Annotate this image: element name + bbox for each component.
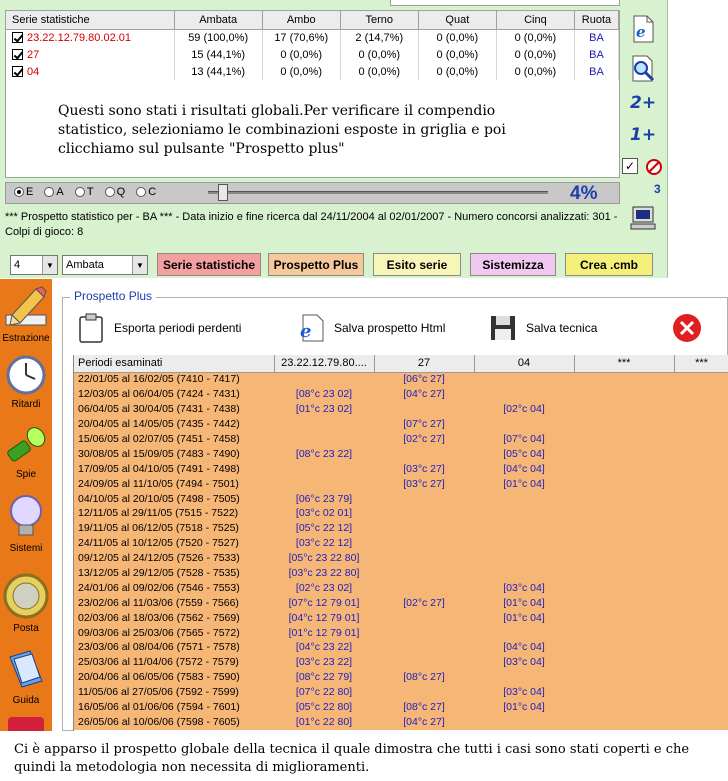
svg-text:e: e: [300, 321, 312, 342]
hit-cell: [674, 610, 728, 625]
period-cell: 24/01/06 al 09/02/06 (7546 - 7553): [74, 580, 274, 595]
chevron-down-icon[interactable]: ▼: [132, 256, 147, 274]
hit-cell: [574, 521, 674, 536]
ruota-cell: BA: [574, 29, 618, 46]
period-cell: 20/04/06 al 06/05/06 (7583 - 7590): [74, 670, 274, 685]
hit-cell: [574, 446, 674, 461]
hit-cell: [674, 670, 728, 685]
terno-cell: 0 (0,0%): [340, 63, 418, 80]
hit-cell: [674, 461, 728, 476]
hit-cell: [274, 372, 374, 387]
hit-cell: [05°c 23 22 80]: [274, 551, 374, 566]
coin-icon: [3, 571, 49, 621]
table-row[interactable]: [74, 580, 728, 595]
counter-value: 3: [654, 182, 661, 196]
hit-cell: [674, 476, 728, 491]
radio-c[interactable]: [136, 187, 146, 197]
hit-cell: [02°c 27]: [374, 432, 474, 447]
hit-cell: [574, 476, 674, 491]
hit-cell: [574, 714, 674, 729]
table-row[interactable]: [74, 655, 728, 670]
hit-cell: [574, 685, 674, 700]
row-checkbox[interactable]: [12, 66, 23, 77]
hit-cell: [374, 566, 474, 581]
ambo-cell: 17 (70,6%): [262, 29, 340, 46]
ambo-cell: 0 (0,0%): [262, 46, 340, 63]
col-header-ruota[interactable]: Ruota: [574, 11, 618, 29]
save-html-label: Salva prospetto Html: [334, 321, 446, 335]
period-cell: 06/04/05 al 30/04/05 (7431 - 7438): [74, 402, 274, 417]
pencil-icon: [4, 285, 48, 331]
hit-cell: [474, 566, 574, 581]
hit-cell: [274, 417, 374, 432]
hit-cell: [01°c 12 79 01]: [274, 625, 374, 640]
hit-cell: [674, 446, 728, 461]
hit-cell: [02°c 27]: [374, 595, 474, 610]
hit-cell: [574, 506, 674, 521]
table-row[interactable]: [74, 566, 728, 581]
type-select[interactable]: [62, 255, 148, 275]
hit-cell: [574, 461, 674, 476]
ambata-cell: 15 (44,1%): [174, 46, 262, 63]
period-cell: 19/11/05 al 06/12/05 (7518 - 7525): [74, 521, 274, 536]
hit-cell: [03°c 02 01]: [274, 506, 374, 521]
count-select[interactable]: [10, 255, 58, 275]
period-cell: 15/06/05 al 02/07/05 (7451 - 7458): [74, 432, 274, 447]
hit-cell: [674, 625, 728, 640]
plus1-button[interactable]: 1+: [630, 125, 657, 145]
hit-cell: [274, 476, 374, 491]
hit-cell: [374, 402, 474, 417]
cinq-cell: 0 (0,0%): [496, 46, 574, 63]
cancel-stop-icon[interactable]: [645, 158, 663, 176]
period-cell: 11/05/06 al 27/05/06 (7592 - 7599): [74, 685, 274, 700]
hit-cell: [03°c 23 22 80]: [274, 566, 374, 581]
hit-cell: [674, 655, 728, 670]
hit-cell: [04°c 27]: [374, 387, 474, 402]
partial-sidebar-icon[interactable]: [8, 717, 44, 731]
hit-cell: [08°c 23 02]: [274, 387, 374, 402]
panel-title: Prospetto Plus: [70, 289, 156, 303]
period-cell: 02/03/06 al 18/03/06 (7562 - 7569): [74, 610, 274, 625]
preview-search-icon[interactable]: [628, 54, 658, 84]
hit-cell: [574, 402, 674, 417]
floppy-disk-icon: [488, 313, 518, 343]
hit-cell: [574, 610, 674, 625]
hit-cell: [574, 387, 674, 402]
hit-cell: [08°c 22 79]: [274, 670, 374, 685]
period-cell: 04/10/05 al 20/10/05 (7498 - 7505): [74, 491, 274, 506]
hit-cell: [01°c 04]: [474, 700, 574, 715]
ruota-cell: BA: [574, 63, 618, 80]
hit-cell: [674, 566, 728, 581]
esito-serie-button[interactable]: Esito serie: [373, 253, 461, 276]
hit-cell: [07°c 04]: [474, 432, 574, 447]
ruota-cell: BA: [574, 46, 618, 63]
hit-cell: [01°c 04]: [474, 476, 574, 491]
period-cell: 30/08/05 al 15/09/05 (7483 - 7490): [74, 446, 274, 461]
table-row[interactable]: [6, 46, 619, 63]
percent-value: 4%: [570, 183, 598, 204]
serie-cell: 27: [27, 48, 40, 61]
hit-cell: [374, 640, 474, 655]
table-row[interactable]: [74, 595, 728, 610]
hit-cell: [05°c 04]: [474, 446, 574, 461]
hit-cell: [08°c 27]: [374, 700, 474, 715]
hit-cell: [03°c 04]: [474, 580, 574, 595]
col-header-periodi[interactable]: Periodi esaminati: [74, 355, 274, 372]
table-row[interactable]: [74, 372, 728, 387]
serie-cell: 23.22.12.79.80.02.01: [27, 31, 131, 44]
hit-cell: [474, 551, 574, 566]
hit-cell: [274, 432, 374, 447]
period-cell: 09/03/06 al 25/03/06 (7565 - 7572): [74, 625, 274, 640]
hit-cell: [374, 491, 474, 506]
radio-q[interactable]: [105, 187, 115, 197]
hit-cell: [674, 432, 728, 447]
hit-cell: [04°c 23 22]: [274, 640, 374, 655]
table-row[interactable]: [74, 625, 728, 640]
table-row[interactable]: [74, 491, 728, 506]
hit-cell: [674, 685, 728, 700]
series-grid-header: [6, 11, 619, 29]
cinq-cell: 0 (0,0%): [496, 63, 574, 80]
threshold-slider-thumb[interactable]: [218, 184, 228, 201]
hit-cell: [04°c 04]: [474, 640, 574, 655]
prospetto-plus-button[interactable]: Prospetto Plus: [268, 253, 364, 276]
hit-cell: [03°c 23 22]: [274, 655, 374, 670]
computer-icon[interactable]: [628, 203, 658, 233]
table-row[interactable]: [6, 63, 619, 80]
hit-cell: [05°c 22 12]: [274, 521, 374, 536]
hit-cell: [474, 714, 574, 729]
confirm-check-icon[interactable]: ✓: [622, 158, 638, 174]
hit-cell: [07°c 22 80]: [274, 685, 374, 700]
period-cell: 23/02/06 al 11/03/06 (7559 - 7566): [74, 595, 274, 610]
hit-cell: [474, 506, 574, 521]
period-cell: 25/03/06 al 11/04/06 (7572 - 7579): [74, 655, 274, 670]
hit-cell: [674, 372, 728, 387]
hit-cell: [674, 521, 728, 536]
quat-cell: 0 (0,0%): [418, 46, 496, 63]
table-row[interactable]: [74, 700, 728, 715]
hit-cell: [574, 536, 674, 551]
hit-cell: [03°c 22 12]: [274, 536, 374, 551]
hit-cell: [374, 655, 474, 670]
hit-cell: [674, 491, 728, 506]
hit-cell: [674, 506, 728, 521]
type-select-value: Ambata: [66, 259, 104, 271]
sistemizza-button[interactable]: Sistemizza: [470, 253, 556, 276]
period-cell: 20/04/05 al 14/05/05 (7435 - 7442): [74, 417, 274, 432]
period-cell: 23/03/06 al 08/04/06 (7571 - 7578): [74, 640, 274, 655]
col-header-empty-2[interactable]: ***: [674, 355, 728, 372]
save-technique-label: Salva tecnica: [526, 321, 598, 335]
table-row[interactable]: [74, 461, 728, 476]
svg-text:e: e: [636, 23, 646, 41]
period-cell: 09/12/05 al 24/12/05 (7526 - 7533): [74, 551, 274, 566]
hit-cell: [474, 491, 574, 506]
hit-cell: [01°c 04]: [474, 595, 574, 610]
hit-cell: [574, 432, 674, 447]
hit-cell: [374, 610, 474, 625]
col-header-04[interactable]: 04: [474, 355, 574, 372]
sidebar-item-guida[interactable]: Guida: [0, 647, 52, 706]
table-row[interactable]: [74, 610, 728, 625]
game-type-radio-group: E A T Q C: [5, 182, 620, 204]
export-losing-periods-label: Esporta periodi perdenti: [114, 321, 242, 335]
terno-cell: 2 (14,7%): [340, 29, 418, 46]
hit-cell: [07°c 27]: [374, 417, 474, 432]
hit-cell: [674, 402, 728, 417]
hit-cell: [474, 625, 574, 640]
terno-cell: 0 (0,0%): [340, 46, 418, 63]
hit-cell: [374, 580, 474, 595]
hit-cell: [07°c 12 79 01]: [274, 595, 374, 610]
hit-cell: [01°c 04]: [474, 610, 574, 625]
sidebar-item-estrazione[interactable]: Estrazione: [0, 285, 52, 344]
col-header-ambata[interactable]: Ambata: [174, 11, 262, 29]
period-cell: 12/03/05 al 06/04/05 (7424 - 7431): [74, 387, 274, 402]
hit-cell: [474, 417, 574, 432]
periods-grid-header: [74, 355, 728, 372]
top-field-edge: [390, 0, 620, 6]
caption-text: Ci è apparso il prospetto globale della tecnica il quale dimostra che tutti i casi sono stati coperti e che quindi la metodologia non necessita di miglioramenti.: [14, 742, 690, 775]
col-header-terno[interactable]: Terno: [340, 11, 418, 29]
period-cell: 24/09/05 al 11/10/05 (7494 - 7501): [74, 476, 274, 491]
hit-cell: [674, 580, 728, 595]
hit-cell: [374, 446, 474, 461]
ambo-cell: 0 (0,0%): [262, 63, 340, 80]
instruction-note: Questi sono stati i risultati globali.Per verificare il compendio statistico, selezioniamo le combinazioni esposte in griglia e poi clicchiamo sul pulsante "Prospetto plus": [58, 102, 568, 160]
book-icon: [4, 647, 48, 693]
sidebar-item-ritardi[interactable]: Ritardi: [0, 351, 52, 410]
hit-cell: [05°c 22 80]: [274, 700, 374, 715]
table-row[interactable]: [74, 536, 728, 551]
hit-cell: [574, 372, 674, 387]
hit-cell: [574, 491, 674, 506]
period-cell: 22/01/05 al 16/02/05 (7410 - 7417): [74, 372, 274, 387]
table-row[interactable]: [74, 402, 728, 417]
hit-cell: [04°c 27]: [374, 714, 474, 729]
hit-cell: [274, 461, 374, 476]
hit-cell: [374, 625, 474, 640]
table-row[interactable]: [74, 417, 728, 432]
hit-cell: [374, 685, 474, 700]
table-row[interactable]: [74, 506, 728, 521]
hit-cell: [03°c 04]: [474, 685, 574, 700]
radio-t[interactable]: [75, 187, 85, 197]
period-cell: 17/09/05 al 04/10/05 (7491 - 7498): [74, 461, 274, 476]
close-panel-button[interactable]: [672, 313, 710, 343]
hit-cell: [06°c 23 79]: [274, 491, 374, 506]
table-row[interactable]: [74, 685, 728, 700]
hit-cell: [374, 536, 474, 551]
hit-cell: [374, 521, 474, 536]
hit-cell: [474, 536, 574, 551]
hit-cell: [574, 640, 674, 655]
hit-cell: [674, 551, 728, 566]
cinq-cell: 0 (0,0%): [496, 29, 574, 46]
serie-statistiche-button[interactable]: Serie statistiche: [157, 253, 261, 276]
lightbulb-icon: [4, 493, 48, 541]
hit-cell: [01°c 22 80]: [274, 714, 374, 729]
threshold-slider-track[interactable]: [208, 191, 548, 194]
hit-cell: [03°c 04]: [474, 655, 574, 670]
sidebar: [0, 279, 52, 731]
table-row[interactable]: [6, 29, 619, 46]
hit-cell: [08°c 23 22]: [274, 446, 374, 461]
table-row[interactable]: [74, 387, 728, 402]
plus2-button[interactable]: 2+: [630, 93, 657, 113]
period-cell: 24/11/05 al 10/12/05 (7520 - 7527): [74, 536, 274, 551]
radio-e[interactable]: [14, 187, 24, 197]
hit-cell: [08°c 27]: [374, 670, 474, 685]
flashlight-icon: [4, 423, 48, 467]
export-losing-periods-button[interactable]: [76, 313, 241, 343]
period-cell: 16/05/06 al 01/06/06 (7594 - 7601): [74, 700, 274, 715]
radio-a[interactable]: [44, 187, 54, 197]
hit-cell: [574, 551, 674, 566]
export-html-icon[interactable]: [628, 14, 658, 44]
chevron-down-icon[interactable]: ▼: [42, 256, 57, 274]
hit-cell: [374, 551, 474, 566]
period-cell: 13/12/05 al 29/12/05 (7528 - 7535): [74, 566, 274, 581]
hit-cell: [574, 670, 674, 685]
crea-cmb-button[interactable]: Crea .cmb: [565, 253, 653, 276]
hit-cell: [474, 372, 574, 387]
hit-cell: [574, 566, 674, 581]
hit-cell: [674, 595, 728, 610]
close-icon: [672, 313, 702, 343]
hit-cell: [374, 506, 474, 521]
hit-cell: [01°c 23 02]: [274, 402, 374, 417]
row-checkbox[interactable]: [12, 49, 23, 60]
hit-cell: [02°c 04]: [474, 402, 574, 417]
table-row[interactable]: [74, 551, 728, 566]
table-row[interactable]: [74, 446, 728, 461]
hit-cell: [574, 580, 674, 595]
hit-cell: [04°c 04]: [474, 461, 574, 476]
table-row[interactable]: [74, 432, 728, 447]
serie-cell: 04: [27, 65, 40, 78]
sidebar-item-posta[interactable]: Posta: [0, 571, 52, 634]
hit-cell: [02°c 23 02]: [274, 580, 374, 595]
quat-cell: 0 (0,0%): [418, 63, 496, 80]
table-row[interactable]: [74, 476, 728, 491]
clipboard-icon: [76, 313, 106, 343]
hit-cell: [574, 417, 674, 432]
hit-cell: [674, 640, 728, 655]
row-checkbox[interactable]: [12, 32, 23, 43]
clock-icon: [4, 351, 48, 397]
col-header-empty-1[interactable]: ***: [574, 355, 674, 372]
hit-cell: [474, 387, 574, 402]
hit-cell: [574, 595, 674, 610]
hit-cell: [674, 700, 728, 715]
col-header-serie[interactable]: 23.22.12.79.80....: [274, 355, 374, 372]
hit-cell: [574, 625, 674, 640]
hit-cell: [674, 387, 728, 402]
col-header-27[interactable]: 27: [374, 355, 474, 372]
col-header-ambo[interactable]: Ambo: [262, 11, 340, 29]
hit-cell: [03°c 27]: [374, 461, 474, 476]
hit-cell: [674, 417, 728, 432]
table-row[interactable]: [74, 714, 728, 729]
ambata-cell: 59 (100,0%): [174, 29, 262, 46]
table-row[interactable]: [74, 670, 728, 685]
period-cell: 26/05/06 al 10/06/06 (7598 - 7605): [74, 714, 274, 729]
sidebar-item-spie[interactable]: Spie: [0, 423, 52, 480]
hit-cell: [574, 655, 674, 670]
table-row[interactable]: [74, 640, 728, 655]
ie-page-icon: [296, 313, 326, 343]
hit-cell: [474, 670, 574, 685]
sidebar-item-sistemi[interactable]: Sistemi: [0, 493, 52, 554]
hit-cell: [04°c 12 79 01]: [274, 610, 374, 625]
period-cell: 12/11/05 al 29/11/05 (7515 - 7522): [74, 506, 274, 521]
col-header-quat[interactable]: Quat: [418, 11, 496, 29]
hit-cell: [03°c 27]: [374, 476, 474, 491]
hit-cell: [06°c 27]: [374, 372, 474, 387]
periods-grid[interactable]: [73, 355, 728, 731]
col-header-serie[interactable]: Serie statistiche: [6, 11, 174, 29]
table-row[interactable]: [74, 521, 728, 536]
hit-cell: [474, 521, 574, 536]
save-html-button[interactable]: [296, 313, 445, 343]
count-select-value: 4: [14, 259, 21, 271]
quat-cell: 0 (0,0%): [418, 29, 496, 46]
hit-cell: [674, 536, 728, 551]
ambata-cell: 13 (44,1%): [174, 63, 262, 80]
hit-cell: [574, 700, 674, 715]
col-header-cinq[interactable]: Cinq: [496, 11, 574, 29]
analysis-info: *** Prospetto statistico per - BA *** - Data inizio e fine ricerca dal 24/11/2004 al 02/01/2007 - Numero concorsi analizzati: 301 - Colpi di gioco: 8: [5, 211, 618, 238]
hit-cell: [674, 714, 728, 729]
save-technique-button[interactable]: [488, 313, 597, 343]
